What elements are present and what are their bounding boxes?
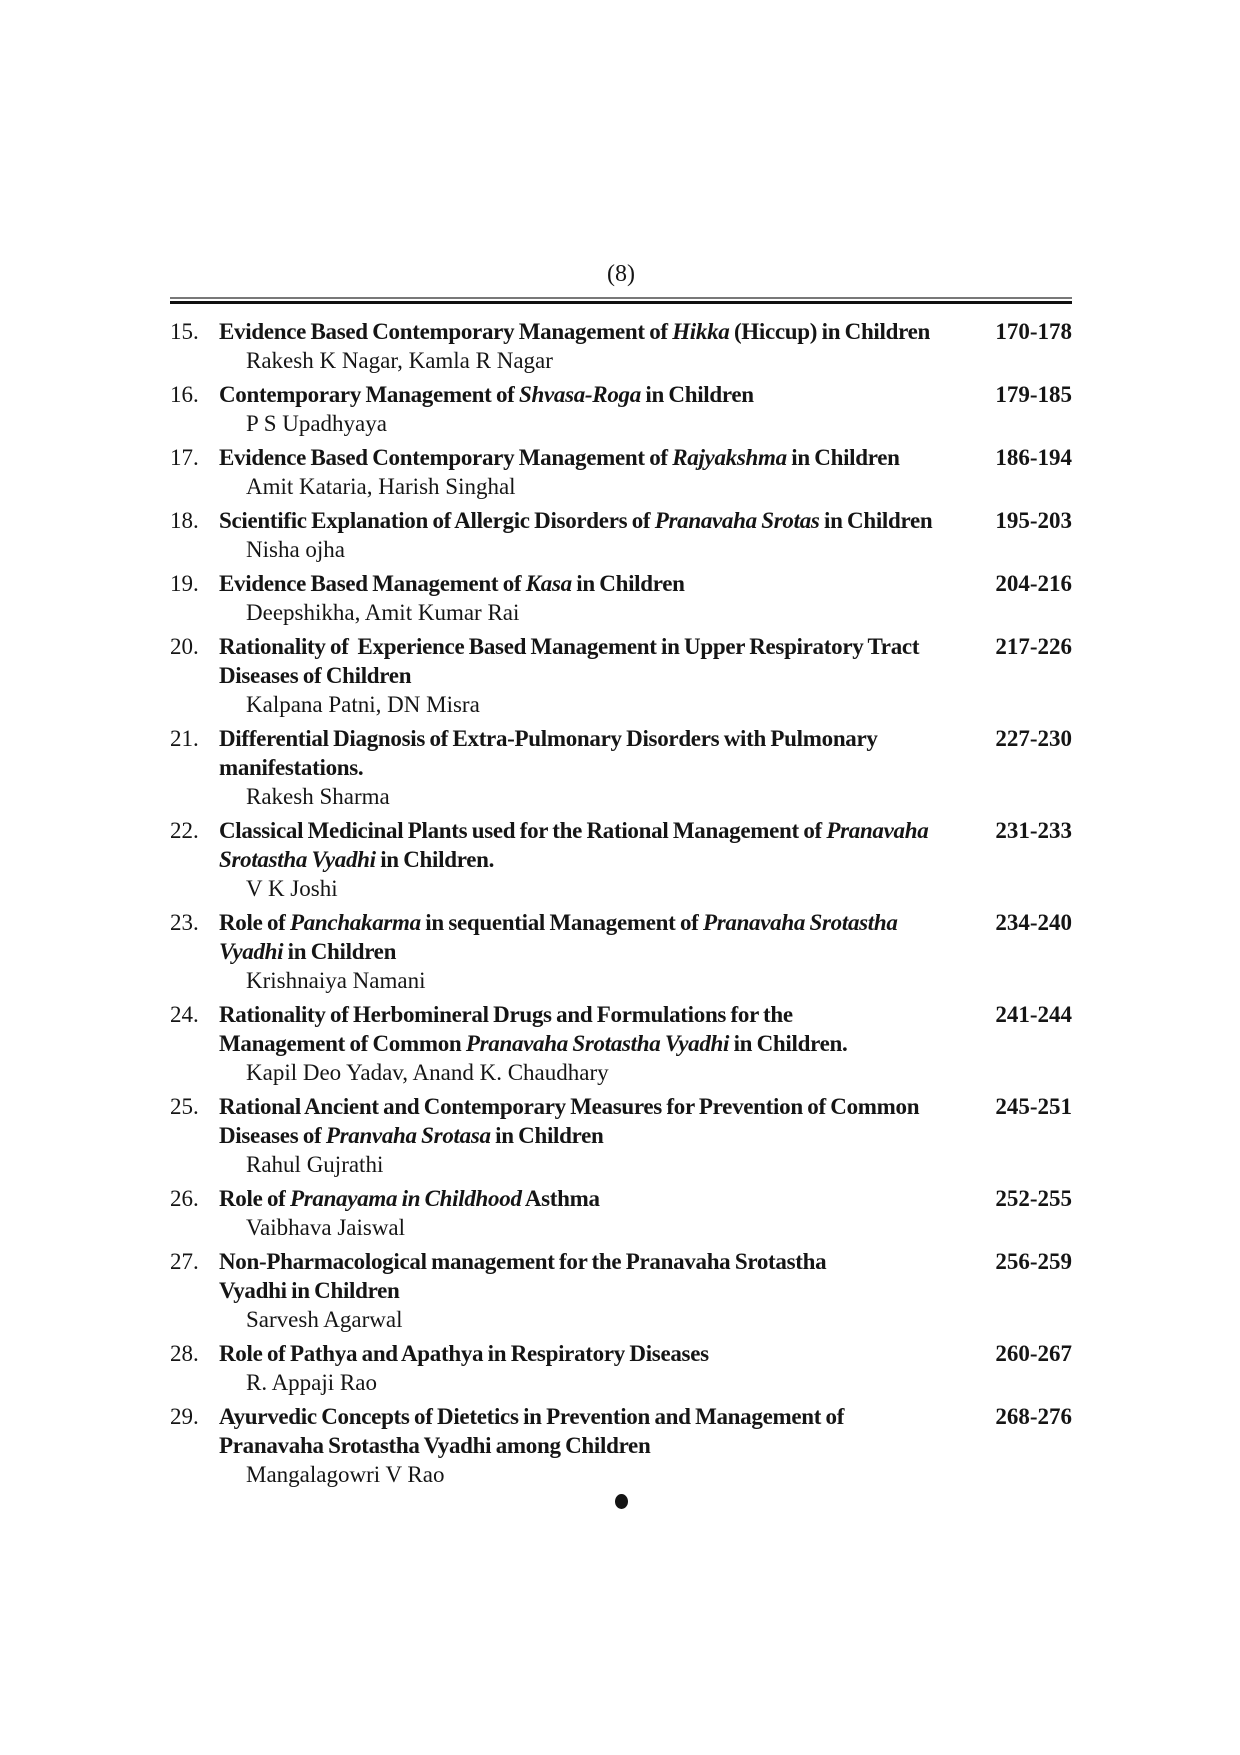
toc-entry [170,1184,1072,1242]
entry-title [219,569,980,598]
entry-body [219,443,980,501]
entry-body [219,1402,980,1489]
entry-title-line [219,724,980,753]
entry-title [219,632,980,690]
entry-title-line [219,816,980,845]
title-segment: Diseases of [219,1123,326,1148]
title-segment: Diseases of Children [219,663,412,688]
entry-number: 22. [170,818,199,843]
title-segment: in Children. [375,847,495,872]
entry-authors: Amit Kataria, Harish Singhal [246,474,516,499]
title-italic-segment: Srotastha Vyadhi [219,847,376,872]
entry-title-line [219,380,980,409]
toc-entry [170,1000,1072,1087]
entry-title-line [219,937,980,966]
entry-pages: 252-255 [995,1186,1072,1211]
entry-authors: Mangalagowri V Rao [246,1462,445,1487]
entry-pages: 241-244 [995,1002,1072,1027]
title-segment: manifestations. [219,755,364,780]
entry-title-line [219,317,980,346]
title-italic-segment: Hikka [672,319,730,344]
title-segment: Asthma [521,1186,600,1211]
title-segment: in Children [490,1123,604,1148]
entry-authors: Kalpana Patni, DN Misra [246,692,480,717]
entry-title-line [219,661,980,690]
page-content [170,0,1072,1509]
end-bullet-icon [615,1494,628,1509]
entry-title [219,443,980,472]
entry-authors: R. Appaji Rao [246,1370,377,1395]
toc-entry [170,908,1072,995]
title-segment: in Children. [729,1031,848,1056]
title-segment: Non-Pharmacological management for the Pranavaha Srotastha [219,1249,827,1274]
entry-pages: 256-259 [995,1249,1072,1274]
title-italic-segment: Panchakarma [289,910,421,935]
entry-body [219,724,980,811]
entry-pages: 231-233 [995,818,1072,843]
entry-title [219,1247,980,1305]
title-segment: Scientific Explanation of Allergic Disorders of [219,508,655,533]
entry-pages: 234-240 [995,910,1072,935]
entry-number: 15. [170,319,199,344]
entry-number: 19. [170,571,199,596]
entry-body [219,632,980,719]
title-italic-segment: Vyadhi [219,939,284,964]
entry-pages: 179-185 [995,382,1072,407]
entry-title-line [219,1184,980,1213]
toc-entry [170,443,1072,501]
toc-entry [170,1092,1072,1179]
entry-authors: Rahul Gujrathi [246,1152,384,1177]
title-italic-segment: Kasa [525,571,572,596]
entry-authors: Krishnaiya Namani [246,968,426,993]
entry-title-line [219,1339,980,1368]
entry-pages: 245-251 [995,1094,1072,1119]
entry-authors: Sarvesh Agarwal [246,1307,403,1332]
title-italic-segment: Rajyakshma [672,445,787,470]
title-italic-segment: Shvasa-Roga [518,382,641,407]
toc-entry [170,1247,1072,1334]
entry-title [219,506,980,535]
entry-title-line [219,1000,980,1029]
toc-entry [170,506,1072,564]
title-italic-segment: Pranavaha [826,818,929,843]
title-italic-segment: Pranavaha Srotas [654,508,820,533]
entry-authors: V K Joshi [246,876,338,901]
title-segment: in Children [283,939,397,964]
entry-title-line [219,632,980,661]
entry-title-line [219,569,980,598]
header-rule [170,297,1072,304]
toc-entry [170,1339,1072,1397]
entry-body [219,1247,980,1334]
entry-title [219,816,980,874]
title-italic-segment: Pranvaha Srotasa [325,1123,491,1148]
title-segment: Evidence Based Contemporary Management of [219,319,673,344]
entry-title [219,724,980,782]
title-segment: Evidence Based Contemporary Management of [219,445,673,470]
entry-title [219,380,980,409]
entry-title-line [219,753,980,782]
entry-title-line [219,1247,980,1276]
entry-title-line [219,1029,980,1058]
entry-number: 20. [170,634,199,659]
entry-title [219,1402,980,1460]
entry-authors: Deepshikha, Amit Kumar Rai [246,600,520,625]
entry-number: 17. [170,445,199,470]
title-segment: Pranavaha Srotastha Vyadhi among Children [219,1433,651,1458]
entry-body [219,1000,980,1087]
title-segment: Rationality of Herbomineral Drugs and Formulations for the [219,1002,793,1027]
title-segment: Management of Common [219,1031,466,1056]
toc-entry [170,724,1072,811]
entry-authors: P S Upadhyaya [246,411,387,436]
entry-body [219,908,980,995]
title-italic-segment: Pranayama in Childhood [289,1186,522,1211]
title-italic-segment: Pranavaha Srotastha [702,910,898,935]
toc-entry [170,317,1072,375]
toc-entry [170,632,1072,719]
title-segment: Contemporary Management of [219,382,519,407]
entry-pages: 170-178 [995,319,1072,344]
title-segment: Evidence Based Management of [219,571,526,596]
title-segment: Role of [219,1186,290,1211]
entry-title [219,1092,980,1150]
entry-authors: Rakesh K Nagar, Kamla R Nagar [246,348,553,373]
entry-authors: Nisha ojha [246,537,346,562]
entry-title [219,1184,980,1213]
entry-title-line [219,908,980,937]
entry-authors: Rakesh Sharma [246,784,390,809]
entry-body [219,1184,980,1242]
entry-title [219,1339,980,1368]
entry-title-line [219,845,980,874]
entry-number: 24. [170,1002,199,1027]
title-segment: Rationality of Experience Based Management in Upper Respiratory Tract [219,634,920,659]
title-segment: Classical Medicinal Plants used for the Rational Management of [219,818,827,843]
entry-pages: 260-267 [995,1341,1072,1366]
toc-entry [170,816,1072,903]
entry-number: 29. [170,1404,199,1429]
entry-title-line [219,1431,980,1460]
title-segment: Role of Pathya and Apathya in Respiratory Diseases [219,1341,709,1366]
toc-entry [170,380,1072,438]
title-segment: in Children [786,445,900,470]
entry-number: 28. [170,1341,199,1366]
entry-number: 18. [170,508,199,533]
entry-pages: 227-230 [995,726,1072,751]
entry-body [219,380,980,438]
entry-body [219,816,980,903]
entry-title-line [219,506,980,535]
entry-title [219,1000,980,1058]
entry-body [219,317,980,375]
entry-title [219,317,980,346]
entry-number: 27. [170,1249,199,1274]
entry-number: 21. [170,726,199,751]
title-segment: Role of [219,910,290,935]
title-segment: Differential Diagnosis of Extra-Pulmonary Disorders with Pulmonary [219,726,878,751]
entry-title [219,908,980,966]
title-italic-segment: Pranavaha Srotastha Vyadhi [465,1031,730,1056]
title-segment: Rational Ancient and Contemporary Measures for Prevention of Common [219,1094,920,1119]
title-segment: Ayurvedic Concepts of Dietetics in Prevention and Management of [219,1404,845,1429]
entry-title-line [219,1092,980,1121]
title-segment: (Hiccup) in Children [729,319,930,344]
title-segment: Vyadhi in Children [219,1278,400,1303]
entry-pages: 217-226 [995,634,1072,659]
entry-body [219,569,980,627]
entry-pages: 186-194 [995,445,1072,470]
entry-number: 26. [170,1186,199,1211]
entry-pages: 195-203 [995,508,1072,533]
entry-body [219,1092,980,1179]
entry-title-line [219,1402,980,1431]
title-segment: in Children [819,508,933,533]
title-segment: in Children [640,382,754,407]
entry-pages: 268-276 [995,1404,1072,1429]
entry-title-line [219,1276,980,1305]
entry-pages: 204-216 [995,571,1072,596]
entry-authors: Vaibhava Jaiswal [246,1215,406,1240]
page-number: (8) [607,261,635,287]
entry-authors: Kapil Deo Yadav, Anand K. Chaudhary [246,1060,609,1085]
entry-body [219,506,980,564]
entry-title-line [219,443,980,472]
toc-list [170,317,1072,1489]
toc-entry [170,569,1072,627]
entry-number: 23. [170,910,199,935]
toc-entry [170,1402,1072,1489]
entry-number: 25. [170,1094,199,1119]
entry-body [219,1339,980,1397]
entry-title-line [219,1121,980,1150]
entry-number: 16. [170,382,199,407]
title-segment: in Children [571,571,685,596]
title-segment: in sequential Management of [420,910,703,935]
